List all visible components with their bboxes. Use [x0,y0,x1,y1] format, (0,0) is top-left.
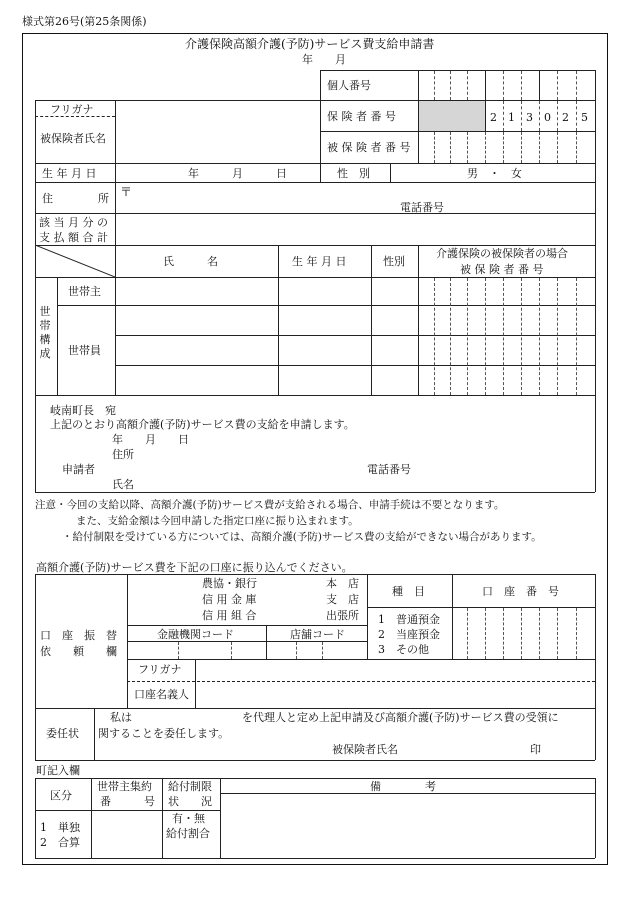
account-number-label: 口 座 番 号 [482,585,559,598]
delegation-insured-name-label: 被保険者氏名 [332,743,398,756]
birthdate-value: 年 月 日 [188,167,287,180]
household-member-label: 世帯員 [68,344,101,357]
town-col-remarks: 備 考 [370,780,436,793]
household-head-label: 世帯主 [68,285,101,298]
town-col-kubun: 区分 [50,789,72,802]
phone-label: 電話番号 [400,201,444,214]
col-birthdate: 生 年 月 日 [292,255,347,268]
branch-type-1: 本 店 [326,577,359,590]
applicant-phone-label: 電話番号 [367,463,411,476]
inst-type-2: 信 用 金 庫 [202,593,257,606]
town-col-household-2: 番 号 [100,795,155,808]
address-label-a: 住 [42,192,53,205]
applicant-name-label: 氏名 [112,478,134,491]
furigana-label: フリガナ [50,103,94,116]
insured-number-label: 被 保 険 者 番 号 [327,141,411,154]
applicant-address-label: 住所 [112,448,134,461]
delegation-line-1b: を代理人と定め上記申請及び高額介護(予防)サービス費の受領に [242,711,559,724]
note-2: また、支給金額は今回申請した指定口座に振り込まれます。 [76,515,359,527]
sex-label: 性 別 [337,167,370,180]
note-1: 注意・今回の支給以降、高額介護(予防)サービス費が支給される場合、申請手続は不要となります。 [35,499,505,511]
note-3: ・給付制限を受けている方については、高額介護(予防)サービス費の支給ができない場合があります。 [62,531,542,543]
town-restrict-2: 給付割合 [166,827,210,840]
account-type-3: 3 その他 [378,643,429,656]
account-type-2: 2 当座預金 [378,628,440,641]
account-holder-label: 口座名義人 [134,688,189,701]
col-name: 氏 名 [163,255,218,268]
bank-intro: 高額介護(予防)サービス費を下記の口座に振り込んでください。 [36,561,353,574]
insured-name-label: 被保険者氏名 [40,132,106,145]
col-insured-number-1: 介護保険の被保険者の場合 [436,247,568,260]
delegation-line-1a: 私は [110,711,132,724]
insurer-digit-6: 5 [581,111,588,124]
branch-type-3: 出張所 [326,609,359,622]
insurer-number-shaded [419,101,485,131]
branch-code-label: 店舗コード [290,628,345,641]
town-col-restrict-1: 給付制限 [168,780,212,793]
town-kubun-1: 1 単独 [40,821,80,834]
title-year-month: 年 月 [302,53,346,66]
addressee: 岐南町長 宛 [50,404,116,417]
postal-mark: 〒 [120,185,133,199]
town-kubun-2: 2 合算 [40,836,80,849]
inst-type-3: 信 用 組 合 [202,609,257,622]
account-type-label: 種 目 [392,585,425,598]
seal-mark: 印 [530,743,541,756]
institution-code-label: 金融機関コード [157,628,234,641]
insurer-digit-4: 0 [544,111,551,124]
diagonal-header-cell [35,245,115,277]
town-restrict-1: 有・無 [172,812,205,825]
holder-furigana-label: フリガナ [138,663,182,676]
insurer-digit-1: 2 [490,111,497,124]
inst-type-1: 農協・銀行 [202,577,257,590]
sex-options: 男 ・ 女 [467,167,522,180]
col-sex: 性別 [383,255,405,268]
transfer-request-label-1: 口 座 振 替 [40,629,117,642]
insurer-digit-2: 1 [508,111,515,124]
form-number: 様式第26号(第25条関係) [22,15,147,28]
delegation-label: 委任状 [46,727,79,740]
branch-type-2: 支 店 [326,593,359,606]
transfer-request-label-2: 依 頼 欄 [40,645,117,658]
town-col-household-1: 世帯主集約 [97,780,152,793]
town-section-heading: 町記入欄 [36,764,80,777]
application-date: 年 月 日 [112,433,189,446]
household-composition-label: 世 帯 構 成 [39,305,51,360]
account-type-1: 1 普通預金 [378,613,440,626]
col-insured-number-2: 被 保 険 者 番 号 [460,263,544,276]
town-col-restrict-2: 状 況 [168,795,212,808]
birthdate-label: 生 年 月 日 [42,167,97,180]
insurer-digit-5: 2 [562,111,569,124]
application-statement: 上記のとおり高額介護(予防)サービス費の支給を申請します。 [50,418,355,431]
insurer-number-label: 保 険 者 番 号 [327,110,396,123]
payment-total-label-1: 該 当 月 分 の [39,216,108,229]
address-label-b: 所 [98,192,109,205]
insurer-digit-3: 3 [526,111,533,124]
form-title: 介護保険高額介護(予防)サービス費支給申請書 [185,37,435,51]
individual-number-label: 個人番号 [327,79,371,92]
delegation-line-2: 関することを委任します。 [98,727,230,740]
applicant-label: 申請者 [62,463,95,476]
payment-total-label-2: 支 払 額 合 計 [39,231,108,244]
